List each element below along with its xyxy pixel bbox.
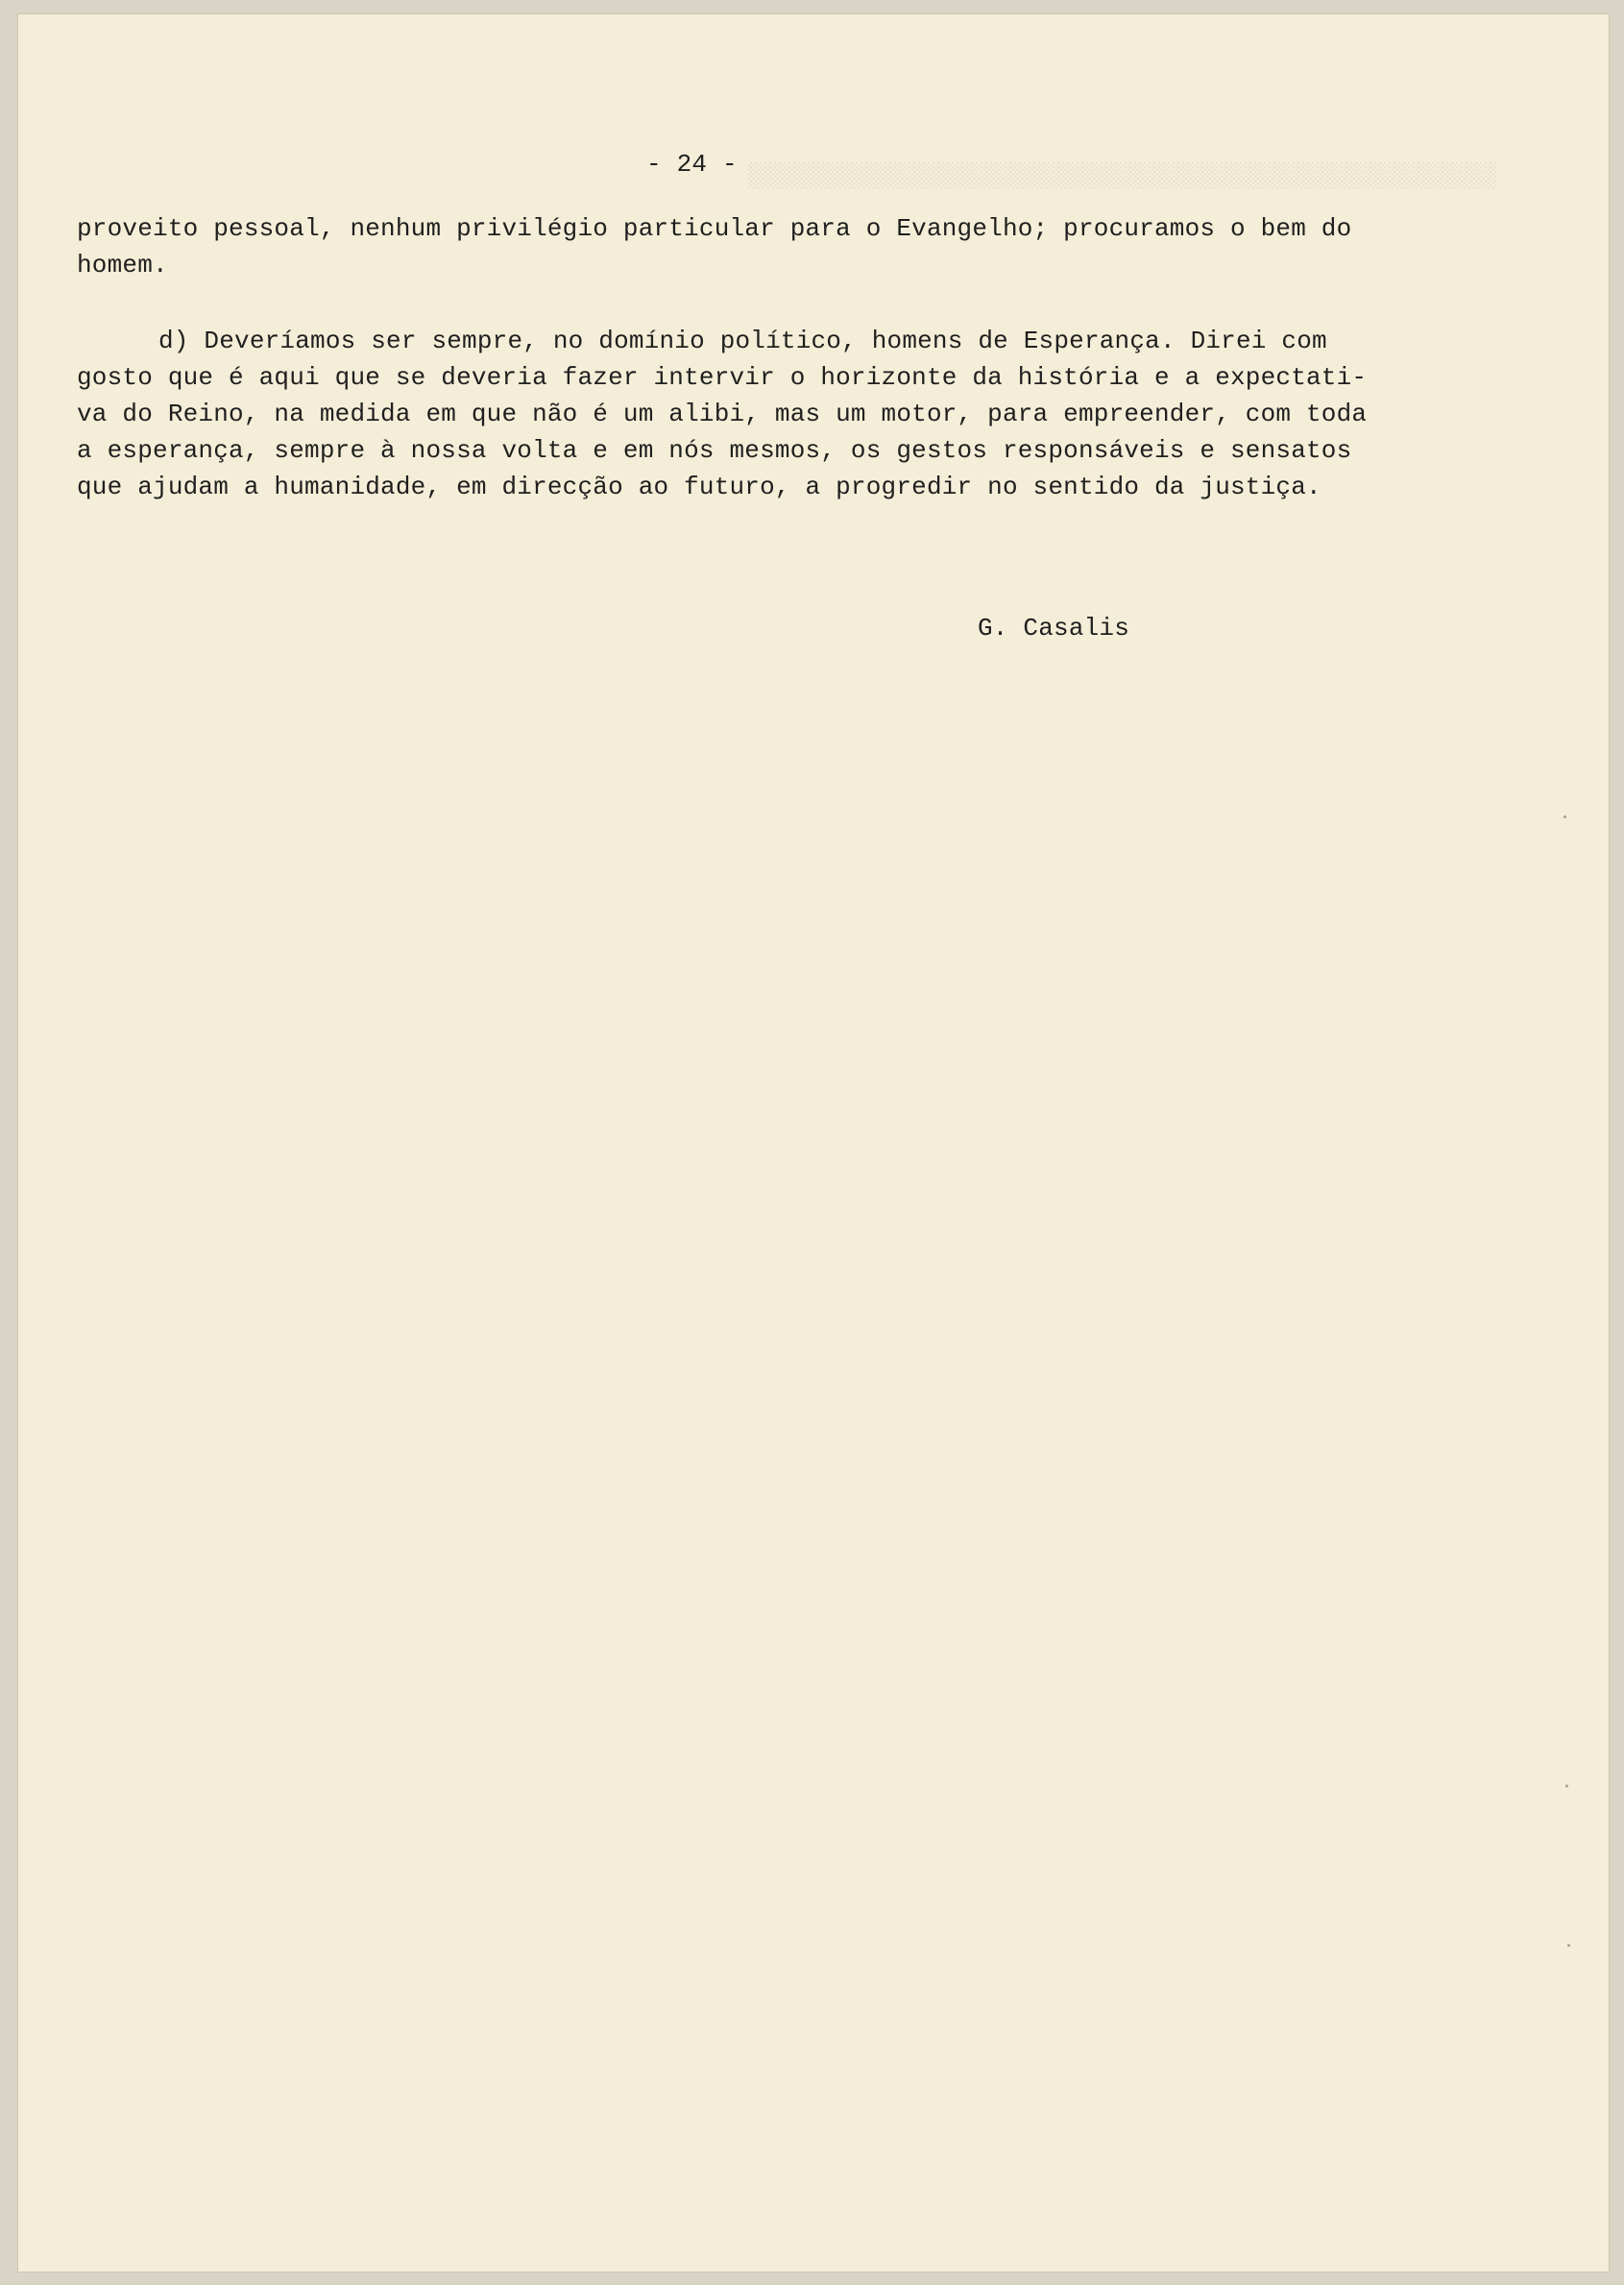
signature: G. Casalis	[978, 614, 1130, 643]
paragraph-2	[77, 323, 1460, 505]
reverse-side-bleed-through: ░░░░░░░░░░░░░░░░░░░░░░░░░░░░░░░░░░░░░░░░░░░░░░░░░░░░	[746, 162, 1496, 190]
text-line: d) Deveríamos ser sempre, no domínio político, homens de Esperança. Direi com	[158, 327, 1327, 355]
paper-speck	[1567, 1944, 1570, 1947]
text-line: homem.	[77, 251, 168, 280]
text-line: gosto que é aqui que se deveria fazer intervir o horizonte da história e a expectati-	[77, 363, 1368, 392]
text-line: a esperança, sempre à nossa volta e em nós mesmos, os gestos responsáveis e sensatos	[77, 436, 1352, 465]
text-line: proveito pessoal, nenhum privilégio particular para o Evangelho; procuramos o bem do	[77, 214, 1352, 243]
document-page	[17, 13, 1610, 2273]
paper-speck	[1565, 1785, 1568, 1787]
text-line: va do Reino, na medida em que não é um alibi, mas um motor, para empreender, com toda	[77, 400, 1368, 428]
page-number: - 24 -	[646, 150, 738, 179]
paper-speck	[1563, 815, 1566, 818]
paragraph-1	[77, 210, 1460, 283]
typed-text-layer	[17, 13, 1610, 2273]
text-line: que ajudam a humanidade, em direcção ao futuro, a progredir no sentido da justiça.	[77, 473, 1321, 501]
